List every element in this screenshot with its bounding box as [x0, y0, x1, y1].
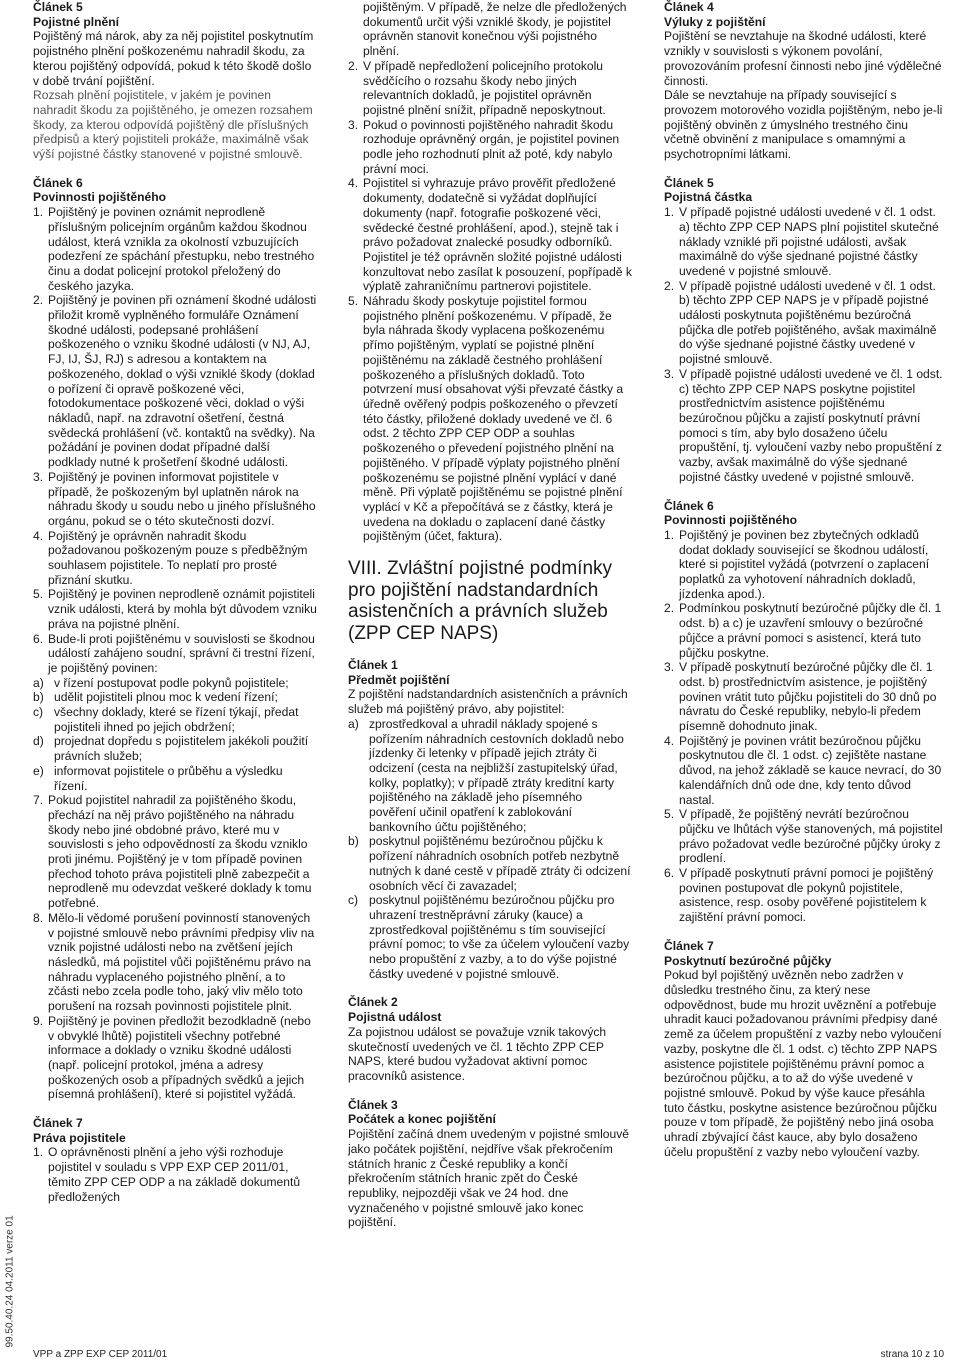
- list-marker: 6.: [33, 631, 44, 646]
- article-7-number: Článek 7: [33, 1116, 83, 1131]
- list-marker: b): [33, 690, 44, 705]
- paragraph: Pokud byl pojištěný uvězněn nebo zadržen v důsledku trestného činu, za který nese odpovědnost, bude mu hrozit uvěznění a potřebuje uhradit kauci požadovanou právními předpisy dané země za účelem propuštění z vazby nebo vyloučení vazby, poskytne dle čl. 1 odst. c) těchto ZPP NAPS asistence pojistitele pojištěnému právní pomoc a bezúročnou půjčku, a to až do výše uvedené v pojistné smlouvě. Pokud by výše kauce přesáhla tuto částku, poskytne asistence bezúročnou půjčku pouze v tom případě, že pojištěný nebo jiná osoba uhradí zbývající část kauce, aby bylo dosaženo účelu propuštění z vazby nebo vyloučení vazby.: [664, 968, 942, 1159]
- paragraph: Za pojistnou událost se považuje vznik takových skutečností uvedených ve čl. 1 těchto ZPP CEP NAPS, které budou vyžadovat aktivní pomoc pracovníků asistence.: [348, 1024, 607, 1083]
- list-marker: 3.: [664, 660, 675, 675]
- page-number: strana 10 z 10: [880, 1349, 944, 1360]
- list-marker: b): [348, 834, 359, 849]
- side-code: 99.50.40.24 04.2011 verze 01: [4, 1215, 16, 1348]
- list-marker: 1.: [664, 527, 675, 542]
- list-marker: 5.: [33, 587, 44, 602]
- list-marker: 2.: [33, 293, 44, 308]
- article-6-title: Povinnosti pojištěného: [33, 190, 167, 205]
- list-item: [348, 717, 632, 835]
- list-item: [348, 118, 632, 177]
- article-3-title: Počátek a konec pojištění: [348, 1112, 496, 1127]
- list-item: [348, 834, 632, 893]
- list-marker: 3.: [348, 117, 359, 132]
- list-marker: c): [33, 705, 44, 720]
- list-item-text: poskytnul pojištěnému bezúročnou půjčku k pořízení náhradních osobních potřeb nezbytně nutných k dané cestě v případě ztráty či odcizení osobních věcí či zavazadel;: [369, 834, 631, 893]
- section-heading: VIII. Zvláštní pojistné podmínky pro pojištění nadstandardních asistenčních a právních služeb (ZPP CEP NAPS): [348, 558, 613, 644]
- article-1-title: Předmět pojištění: [348, 672, 450, 687]
- article-4-number: Článek 4: [664, 0, 714, 14]
- paragraph: Pojištěný má nárok, aby za něj pojistitel poskytnutím pojistného plnění poškozenému nahradil škodu, za kterou pojištěný odpovídá, pokud k této škodě došlo v době trvání pojištění.: [33, 29, 314, 88]
- list-item: [664, 734, 944, 808]
- list-item: [33, 764, 318, 793]
- list-marker: d): [33, 734, 44, 749]
- numbered-list: [33, 1145, 318, 1204]
- article-5-title: Pojistná částka: [664, 190, 753, 205]
- lettered-list: [33, 676, 318, 794]
- list-item-text: Bude-li proti pojištěnému v souvislosti se škodnou událostí zahájeno soudní, správní či trestní řízení, je pojištěný povinen:: [48, 631, 315, 675]
- list-item-text: Pojištěný je povinen bez zbytečných odkladů dodat doklady související se škodnou událostí, které si pojistitel vyžádá (potvrzení o zaplacení poplatků za vyhotovení náhradních dokladů, jízdenka apod.).: [679, 527, 930, 601]
- article-2-title: Pojistná událost: [348, 1010, 442, 1025]
- list-item: [33, 587, 318, 631]
- list-marker: 8.: [33, 910, 44, 925]
- list-item: [348, 893, 632, 981]
- list-item: [664, 660, 944, 734]
- list-marker: 4.: [664, 733, 675, 748]
- list-item-text: informovat pojistitele o průběhu a výsledku řízení.: [54, 763, 283, 793]
- list-marker: 2.: [348, 58, 359, 73]
- list-item-text: Pojištěný je povinen neprodleně oznámit pojistiteli vznik události, která by mohla být důvodem vzniku práva na pojistné plnění.: [48, 587, 317, 631]
- list-item: [33, 734, 318, 763]
- list-marker: 7.: [33, 793, 44, 808]
- list-marker: c): [348, 893, 359, 908]
- list-item: [348, 59, 632, 118]
- list-marker: 3.: [664, 366, 675, 381]
- paragraph: pojištěným. V případě, že nelze dle předložených dokumentů určit výši vzniklé škody, je pojistitel oprávněn stanovit konečnou výši pojistného plnění.: [363, 0, 627, 59]
- numbered-list: [33, 205, 318, 676]
- list-item-text: V případě poskytnutí právní pomoci je pojištěný povinen postupovat dle pokynů pojistitele, asistence, resp. osoby pověřené pojistitelem k zajištění právní pomoci.: [679, 866, 934, 925]
- list-item: [664, 866, 944, 925]
- list-item-text: Pojištěný je oprávněn nahradit škodu požadovanou poškozeným pouze s předběžným souhlasem pojistitele. To neplatí pro prosté přiznání skutku.: [48, 528, 308, 587]
- list-marker: e): [33, 763, 44, 778]
- list-item: [664, 205, 944, 279]
- article-7-title: Práva pojistitele: [33, 1130, 126, 1145]
- list-item: [33, 1145, 318, 1204]
- list-item: [348, 294, 632, 544]
- list-item: [33, 690, 318, 705]
- list-item-text: projednat dopředu s pojistitelem jakékoli použití právních služeb;: [54, 734, 309, 764]
- list-item-text: Náhradu škody poskytuje pojistitel formou pojistného plnění poškozenému. V případě, že byla náhrada škody vyplacena poškozenému přímo pojištěným, vyplatí se pojistné plnění pojištěnému na základě čestného prohlášení poškozeného a příslušných dokladů. Toto potvrzení musí obsahovat výši převzaté částky a úředně ověřený podpis poškozeného o převzetí této částky, přiložené doklady uvedené ve čl. 6 odst. 2 těchto ZPP CEP ODP a souhlas poškozeného o převedení pojistného plnění na pojištěného. V případě výplaty pojistného plnění poškozenému se pojistné plnění vyplácí v dané měně. Při výplatě pojištěnému se pojistné plnění vyplácí v Kč a přepočítává se z částky, která je uvedena na dokladu o zaplacení dané částky pojištěným (účet, faktura).: [363, 294, 624, 544]
- list-marker: 2.: [664, 278, 675, 293]
- list-marker: 1.: [664, 205, 675, 220]
- list-marker: 4.: [33, 528, 44, 543]
- list-item-text: všechny doklady, které se řízení týkají, předat pojistiteli ihned po jejich obdržení;: [54, 705, 299, 734]
- list-item-text: Pojistitel si vyhrazuje právo prověřit předložené dokumenty, dodatečně si vyžádat doplňující dokumenty (např. fotografie poškozené věci, svědecké čestné prohlášení, apod.), stejně tak i právo požadovat znalecké posudky odborníků. Pojistitel je též oprávněn složité pojistné události konzultovat nebo zasílat k posouzení, popřípadě k výplatě zahraničnímu partnerovi pojistitele.: [363, 176, 632, 294]
- list-item: [33, 911, 318, 1014]
- list-item: [664, 601, 944, 660]
- article-7-number: Článek 7: [664, 938, 714, 953]
- list-item-text: V případě poskytnutí bezúročné půjčky dle čl. 1 odst. b) prostřednictvím asistence, je pojištěný povinen vrátit tuto půjčku pojistiteli do 30 dnů po návratu do České republiky, nebylo-li předem písemně dohodnuto jinak.: [679, 660, 937, 734]
- list-item: [664, 528, 944, 602]
- list-item-text: v řízení postupovat podle pokynů pojistitele;: [54, 675, 289, 690]
- list-marker: 5.: [664, 807, 675, 822]
- list-item: [33, 793, 318, 911]
- list-item-text: Pojištěný je povinen vrátit bezúročnou půjčku poskytnutou dle čl. 1 odst. c) zejištěte nastane důvod, na jehož základě se kauce nevrací, do 30 kalendářních dnů ode dne, kdy tento důvod nastal.: [679, 733, 942, 807]
- article-4-title: Výluky z pojištění: [664, 14, 766, 29]
- article-5-title: Pojistné plnění: [33, 14, 120, 29]
- paragraph: Rozsah plnění pojistitele, v jakém je povinen nahradit škodu za pojištěného, je omezen rozsahem škody, za kterou odpovídá pojištěný dle příslušných předpisů a který pojistiteli prokáže, maximálně však výší pojistné částky stanovené v pojistné smlouvě.: [33, 88, 313, 162]
- list-marker: 3.: [33, 469, 44, 484]
- list-item-text: Pojištěný je povinen při oznámení škodné události přiložit kromě vyplněného formuláře Oznámení škodné události, podepsané prohlášení poškozeného o vzniku škodné události (v NJ, AJ, FJ, IJ, ŠJ, RJ) s adresou a kontaktem na poškozeného, doklad o výši vzniklé škody (doklad o pořízení či opravě poškozené věci, fotodokumentace poškozené věci, doklad o výši nákladů, např. na zdravotní ošetření, čestná svědecká prohlášení (vč. kontaktů na svědky). Na požádání je povinen dodat případné další podklady nutné k prošetření škodné události.: [48, 293, 317, 470]
- list-marker: 9.: [33, 1013, 44, 1028]
- list-marker: a): [348, 716, 359, 731]
- list-item: [33, 470, 318, 529]
- list-item: [33, 676, 318, 691]
- list-item-text: V případě pojistné události uvedené ve čl. 1 odst. c) těchto ZPP CEP NAPS poskytne pojistitel prostřednictvím asistence pojištěnému bezúročnou půjčku a zajistí poskytnutí právní pomoci s tím, aby bylo dosaženo účelu propuštění, tj. vyloučení vazby nebo propuštění z vazby, avšak maximálně do výše sjednané pojistné částky uvedené v pojistné smlouvě.: [679, 366, 943, 484]
- list-marker: 6.: [664, 866, 675, 881]
- column-2: [348, 0, 632, 1230]
- numbered-list: [348, 59, 632, 544]
- paragraph: Z pojištění nadstandardních asistenčních a právních služeb má pojištěný právo, aby pojistitel:: [348, 687, 628, 717]
- numbered-list: [664, 528, 944, 925]
- paragraph: Pojištění začíná dnem uvedeným v pojistné smlouvě jako počátek pojištění, nejdříve však překročením státních hranic z České republiky a končí překročením státních hranic zpět do České republiky, nejpozději však ve 24 hod. dne vyznačeného v pojistné smlouvě jako konec pojištění.: [348, 1127, 629, 1230]
- list-item-text: O oprávněnosti plnění a jeho výši rozhoduje pojistitel v souladu s VPP EXP CEP 2011/01, těmito ZPP CEP ODP a na základě dokumentů předložených: [48, 1145, 301, 1204]
- list-marker: 5.: [348, 294, 359, 309]
- article-2-number: Článek 2: [348, 995, 398, 1010]
- list-marker: a): [33, 675, 44, 690]
- list-item-text: Pokud pojistitel nahradil za pojištěného škodu, přechází na něj právo pojištěného na náhradu škody nebo jiné obdobné právo, které mu v souvislosti s jeho odpovědností za škodu vzniklo proti jinému. Pojištěný je v tom případě povinen přechod tohoto práva pojistiteli plně zabezpečit a neprodleně mu odevzdat veškeré doklady k tomu potřebné.: [48, 793, 312, 911]
- list-item: [664, 279, 944, 367]
- list-item-text: Pojištěný je povinen informovat pojistitele v případě, že poškozeným byl uplatněn nárok na náhradu škody u soudu nebo u jiného příslušného orgánu, pokud se o této skutečnosti dozví.: [48, 469, 316, 528]
- list-item: [664, 367, 944, 485]
- list-item: [33, 705, 318, 734]
- numbered-list: [664, 205, 944, 484]
- article-6-number: Článek 6: [664, 498, 714, 513]
- list-item-text: V případě pojistné události uvedené v čl. 1 odst. a) těchto ZPP CEP NAPS plní pojistitel skutečné náklady vzniklé při pojistné události, avšak maximálně do výše sjednané pojistné částky uvedené v pojistné smlouvě.: [679, 205, 939, 278]
- list-item: [33, 1014, 318, 1102]
- article-6-title: Povinnosti pojištěného: [664, 513, 798, 528]
- column-3: [664, 0, 944, 1159]
- list-item: [664, 807, 944, 866]
- article-5-number: Článek 5: [33, 0, 83, 14]
- list-item: [33, 529, 318, 588]
- list-item: [348, 176, 632, 294]
- list-item-text: Pokud o povinnosti pojištěného nahradit škodu rozhoduje oprávněný orgán, je pojistitel povinen podle jeho rozhodnutí plnit až poté, kdy nabylo právní moci.: [363, 117, 620, 176]
- article-7-title: Poskytnutí bezúročné půjčky: [664, 953, 832, 968]
- article-1-number: Článek 1: [348, 658, 398, 673]
- list-item-text: udělit pojistiteli plnou moc k vedení řízení;: [54, 690, 278, 705]
- list-item-text: Pojištěný je povinen předložit bezodkladně (nebo v obvyklé lhůtě) pojistiteli všechny potřebné informace a doklady o vzniku škodné události (např. policejní protokol, jména a adresy poškozených osob a případných svědků a jejich písemná prohlášení), které si pojistitel vyžádá.: [48, 1013, 311, 1102]
- numbered-list: [33, 793, 318, 1102]
- list-marker: 2.: [664, 601, 675, 616]
- list-marker: 1.: [33, 1145, 44, 1160]
- article-6-number: Článek 6: [33, 175, 83, 190]
- list-item-text: Podmínkou poskytnutí bezúročné půjčky dle čl. 1 odst. b) a c) je uzavření smlouvy o bezúročné půjčce a právní pomoci s asistencí, která tuto půjčku poskytne.: [679, 601, 942, 660]
- list-marker: 1.: [33, 205, 44, 220]
- article-3-number: Článek 3: [348, 1097, 398, 1112]
- list-item: [33, 293, 318, 469]
- list-item-text: V případě pojistné události uvedené v čl. 1 odst. b) těchto ZPP CEP NAPS je v případě pojistné události poskytnuta pojištěnému bezúročná půjčka dle potřeb pojištěného, avšak maximálně do výše sjednané pojistné částky uvedené v pojistné smlouvě.: [679, 278, 937, 367]
- list-item-text: Pojištěný je povinen oznámit neprodleně příslušným policejním orgánům každou škodnou událost, která vznikla za okolností vzbuzujících podezření ze spáchání přestupku, nebo trestného činu a dodat policejní protokol přeložený do českého jazyka.: [48, 205, 315, 293]
- list-item-text: V případě nepředložení policejního protokolu svědčícího o rozsahu škody nebo jiných relevantních dokladů, je pojistitel oprávněn pojistné plnění snížit, případně neposkytnout.: [363, 58, 606, 117]
- list-item-text: Mělo-li vědomé porušení povinností stanovených v pojistné smlouvě nebo právními předpisy vliv na vznik pojistné události nebo na zvětšení jejích následků, má pojistitel vůči pojištěnému právo na náhradu vyplaceného pojistného plnění, a to zčásti nebo zcela podle toho, jaký vliv mělo toto porušení na rozsah povinnosti pojistitele plnit.: [48, 910, 315, 1014]
- lettered-list: [348, 717, 632, 982]
- list-item: [33, 632, 318, 676]
- list-item: [33, 205, 318, 293]
- list-item-text: zprostředkoval a uhradil náklady spojené s pořízením náhradních cestovních dokladů nebo jízdenky či letenky v případě jejich ztráty či odcizení (cesta na nejbližší zastupitelský úřad, kolky, poplatky); v případě ztráty kreditní karty pojištěného na základě jeho písemného pověření učinil opatření k zablokování bankovního účtu pojištěného;: [369, 716, 624, 834]
- paragraph: Dále se nevztahuje na případy související s provozem motorového vozidla pojištěným, nebo je-li pojištěný obviněn z úmyslného trestného činu včetně obvinění z manipulace s omamnými a psychotropními látkami.: [664, 88, 943, 162]
- footer-title: VPP a ZPP EXP CEP 2011/01: [33, 1349, 168, 1360]
- list-item-text: V případě, že pojištěný nevrátí bezúročnou půjčku ve lhůtách výše stanovených, má pojistitel právo požadovat vedle bezúročné půjčky úroky z prodlení.: [679, 807, 943, 866]
- column-1: [33, 0, 318, 1204]
- list-marker: 4.: [348, 176, 359, 191]
- list-item-text: poskytnul pojištěnému bezúročnou půjčku pro uhrazení trestněprávní záruky (kauce) a zprostředkoval pojištěnému s tím související právní pomoc; to vše za účelem vyloučení vazby nebo propuštění z vazby, a to do výše pojistné částky uvedené v pojistné smlouvě.: [369, 893, 630, 981]
- paragraph: Pojištění se nevztahuje na škodné události, které vznikly v souvislosti s výkonem povolání, provozováním profesní činnosti nebo jiné výdělečné činnosti.: [664, 29, 942, 88]
- article-5-number: Článek 5: [664, 175, 714, 190]
